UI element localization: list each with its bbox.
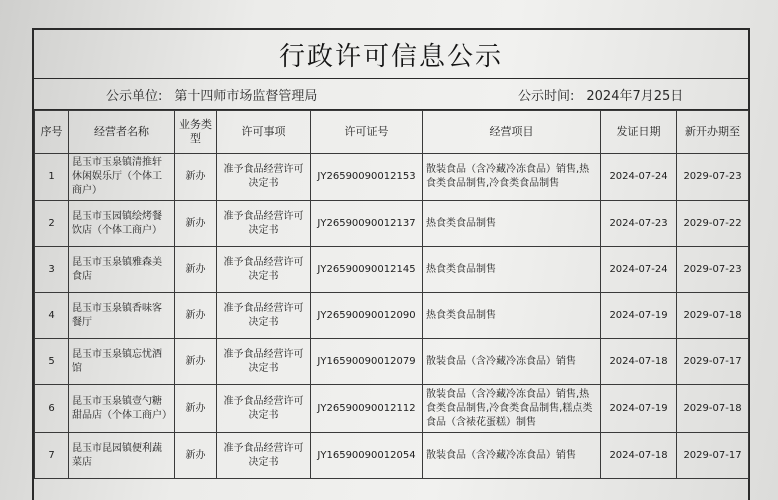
cell-issue-date: 2024-07-19	[601, 385, 677, 433]
cell-expire-date: 2029-07-22	[677, 201, 749, 247]
cell-item: 准予食品经营许可决定书	[217, 154, 311, 201]
cell-no: 2	[35, 201, 69, 247]
publisher-label: 公示单位:	[106, 88, 163, 104]
table-row	[35, 293, 749, 339]
cell-name: 昆玉市玉园镇绘烤餐饮店（个体工商户）	[69, 201, 175, 247]
cell-issue-date: 2024-07-24	[601, 154, 677, 201]
header-item: 许可事项	[217, 111, 311, 154]
header-project: 经营项目	[423, 111, 601, 154]
cell-issue-date: 2024-07-24	[601, 247, 677, 293]
publish-time-label: 公示时间:	[518, 88, 575, 104]
cell-expire-date: 2029-07-18	[677, 293, 749, 339]
header-name: 经营者名称	[69, 111, 175, 154]
publisher	[106, 85, 317, 104]
cell-no: 1	[35, 154, 69, 201]
cell-expire-date: 2029-07-23	[677, 247, 749, 293]
cell-name: 昆玉市玉泉镇清推轩休闲娱乐厅（个体工商户）	[69, 154, 175, 201]
cell-issue-date: 2024-07-19	[601, 293, 677, 339]
cell-name: 昆玉市玉泉镇壹勺糖甜品店（个体工商户）	[69, 385, 175, 433]
cell-type: 新办	[175, 293, 217, 339]
cell-item: 准予食品经营许可决定书	[217, 247, 311, 293]
meta-row	[34, 79, 748, 110]
notice-frame	[32, 28, 750, 500]
cell-project: 散装食品（含冷藏冷冻食品）销售,热食类食品制售,冷食类食品制售	[423, 154, 601, 201]
cell-expire-date: 2029-07-23	[677, 154, 749, 201]
cell-name: 昆玉市玉泉镇忘忧酒馆	[69, 339, 175, 385]
header-issue-date: 发证日期	[601, 111, 677, 154]
cell-license: JY16590090012079	[311, 339, 423, 385]
cell-item: 准予食品经营许可决定书	[217, 385, 311, 433]
header-expire-date: 新开办期至	[677, 111, 749, 154]
cell-no: 5	[35, 339, 69, 385]
cell-item: 准予食品经营许可决定书	[217, 339, 311, 385]
cell-type: 新办	[175, 433, 217, 479]
cell-license: JY26590090012112	[311, 385, 423, 433]
publish-time	[518, 85, 683, 104]
cell-license: JY26590090012153	[311, 154, 423, 201]
cell-license: JY16590090012054	[311, 433, 423, 479]
cell-expire-date: 2029-07-17	[677, 433, 749, 479]
header-license: 许可证号	[311, 111, 423, 154]
cell-expire-date: 2029-07-18	[677, 385, 749, 433]
cell-no: 4	[35, 293, 69, 339]
cell-project: 热食类食品制售	[423, 247, 601, 293]
title-row	[34, 30, 748, 79]
table-row	[35, 201, 749, 247]
header-type: 业务类型	[175, 111, 217, 154]
cell-type: 新办	[175, 385, 217, 433]
page-title: 行政许可信息公示	[278, 41, 503, 72]
cell-no: 6	[35, 385, 69, 433]
cell-project: 热食类食品制售	[423, 293, 601, 339]
table-row	[35, 433, 749, 479]
cell-project: 散装食品（含冷藏冷冻食品）销售	[423, 433, 601, 479]
cell-type: 新办	[175, 247, 217, 293]
publish-time-value: 2024年7月25日	[586, 88, 684, 104]
cell-project: 热食类食品制售	[423, 201, 601, 247]
cell-name: 昆玉市昆园镇便利蔬菜店	[69, 433, 175, 479]
table-row	[35, 385, 749, 433]
cell-type: 新办	[175, 201, 217, 247]
table-row	[35, 154, 749, 201]
cell-name: 昆玉市玉泉镇香味客餐厅	[69, 293, 175, 339]
cell-item: 准予食品经营许可决定书	[217, 433, 311, 479]
cell-item: 准予食品经营许可决定书	[217, 293, 311, 339]
cell-project: 散装食品（含冷藏冷冻食品）销售	[423, 339, 601, 385]
table-row	[35, 247, 749, 293]
cell-no: 7	[35, 433, 69, 479]
cell-license: JY26590090012090	[311, 293, 423, 339]
cell-type: 新办	[175, 339, 217, 385]
cell-issue-date: 2024-07-18	[601, 339, 677, 385]
table-row	[35, 339, 749, 385]
table-header-row	[35, 111, 749, 154]
cell-issue-date: 2024-07-18	[601, 433, 677, 479]
cell-item: 准予食品经营许可决定书	[217, 201, 311, 247]
license-table	[34, 110, 749, 479]
publisher-value: 第十四师市场监督管理局	[174, 88, 318, 104]
cell-no: 3	[35, 247, 69, 293]
cell-name: 昆玉市玉泉镇雅森美食店	[69, 247, 175, 293]
cell-issue-date: 2024-07-23	[601, 201, 677, 247]
cell-license: JY26590090012137	[311, 201, 423, 247]
cell-expire-date: 2029-07-17	[677, 339, 749, 385]
cell-license: JY26590090012145	[311, 247, 423, 293]
cell-project: 散装食品（含冷藏冷冻食品）销售,热食类食品制售,冷食类食品制售,糕点类食品（含裱花蛋糕）制售	[423, 385, 601, 433]
header-no: 序号	[35, 111, 69, 154]
cell-type: 新办	[175, 154, 217, 201]
